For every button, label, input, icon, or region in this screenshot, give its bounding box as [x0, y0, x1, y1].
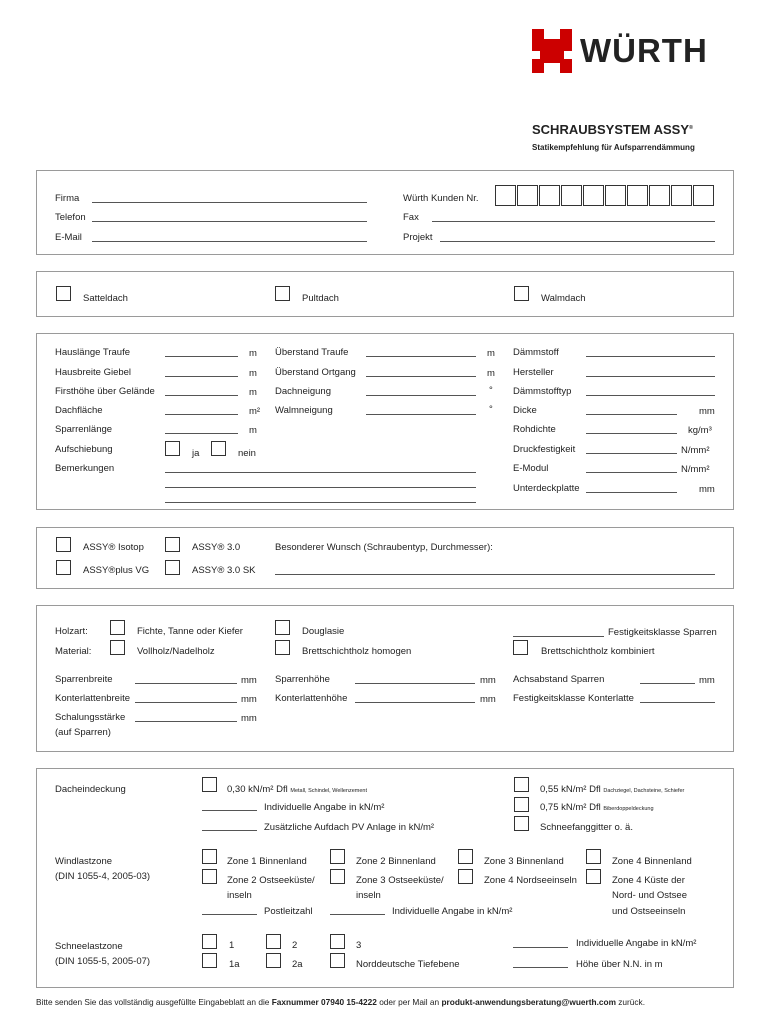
daemmstoff-field[interactable] [586, 356, 715, 357]
zone4-kueste-label-a: Zone 4 Küste der [612, 875, 685, 886]
bsh-kombiniert-label: Brettschichtholz kombiniert [541, 646, 655, 657]
walmneigung-unit: ° [489, 404, 493, 415]
aufschiebung-ja-label: ja [192, 448, 200, 459]
pultdach-checkbox[interactable] [275, 286, 290, 301]
d030-checkbox[interactable] [202, 777, 217, 792]
dachflaeche-label: Dachfläche [55, 405, 103, 416]
wind-din-label: (DIN 1055-4, 2005-03) [55, 871, 151, 882]
dimensions-section [36, 333, 734, 510]
footer-email-link[interactable]: produkt-anwendungsberatung@wuerth.com [441, 997, 616, 1007]
wind-individuell-label: Individuelle Angabe in kN/m² [392, 906, 513, 917]
konterlattenhoehe-unit: mm [480, 694, 496, 705]
schnee-3-label: 3 [356, 940, 362, 951]
screw-selection-section [36, 527, 734, 589]
unterdeckplatte-label: Unterdeckplatte [513, 483, 580, 494]
rohdichte-unit: kg/m³ [688, 425, 712, 436]
walmdach-checkbox[interactable] [514, 286, 529, 301]
aufschiebung-label: Aufschiebung [55, 444, 113, 455]
dachflaeche-field[interactable] [165, 414, 238, 415]
schnee-1a-label: 1a [229, 959, 240, 970]
d075-label [540, 802, 654, 815]
assy-isotop-checkbox[interactable] [56, 537, 71, 552]
ueberstand-ortgang-unit: m [487, 368, 495, 379]
d075-note: Biberdoppeldeckung [603, 806, 654, 812]
firsthoehe-field[interactable] [165, 395, 238, 396]
schneefang-label: Schneefanggitter o. ä. [540, 822, 633, 833]
dacheindeckung-label: Dacheindeckung [55, 784, 126, 795]
besonderer-wunsch-field[interactable] [275, 574, 715, 575]
hersteller-label: Hersteller [513, 367, 554, 378]
registered-mark: ® [688, 125, 694, 131]
windlastzone-label: Windlastzone [55, 856, 113, 867]
sparrenlaenge-unit: m [249, 425, 257, 436]
druckfestigkeit-label: Druckfestigkeit [513, 444, 576, 455]
daemmstoff-label: Dämmstoff [513, 347, 559, 358]
dicke-label: Dicke [513, 405, 537, 416]
wind-individuell-field[interactable] [330, 914, 385, 915]
sparrenhoehe-label: Sparrenhöhe [275, 674, 330, 685]
aufschiebung-ja-checkbox[interactable] [165, 441, 180, 456]
bemerkungen-field-1[interactable] [165, 472, 476, 473]
besonderer-wunsch-label: Besonderer Wunsch (Schraubentyp, Durchmesser): [275, 542, 493, 553]
festigkeit-sparren-field[interactable] [513, 636, 604, 637]
schneelastzone-label: Schneelastzone [55, 941, 123, 952]
walmdach-label: Walmdach [541, 293, 586, 304]
hausbreite-label: Hausbreite Giebel [55, 367, 132, 378]
schneefang-checkbox[interactable] [514, 816, 529, 831]
fichte-checkbox[interactable] [110, 620, 125, 635]
sparrenlaenge-label: Sparrenlänge [55, 424, 113, 435]
schnee-2-checkbox[interactable] [266, 934, 281, 949]
zone2-ostsee-label-a: Zone 2 Ostseeküste/ [227, 875, 315, 886]
zone1-label: Zone 1 Binnenland [227, 856, 307, 867]
schnee-2a-label: 2a [292, 959, 303, 970]
emodul-label: E-Modul [513, 463, 549, 474]
fichte-label: Fichte, Tanne oder Kiefer [137, 626, 243, 637]
zone2-ostsee-checkbox[interactable] [202, 869, 217, 884]
projekt-label: Projekt [403, 232, 433, 243]
achsabstand-label: Achsabstand Sparren [513, 674, 605, 685]
d075-value: 0,75 kN/m² Dfl [540, 802, 601, 813]
festigkeit-konter-label: Festigkeitsklasse Konterlatte [513, 693, 634, 704]
schalungsstaerke-label: Schalungsstärke [55, 712, 126, 723]
fax-label: Fax [403, 212, 419, 223]
rohdichte-field[interactable] [586, 433, 677, 434]
dicke-field[interactable] [586, 414, 677, 415]
konterlattenhoehe-field[interactable] [355, 702, 475, 703]
firsthoehe-unit: m [249, 387, 257, 398]
emodul-field[interactable] [586, 472, 677, 473]
product-name: SCHRAUBSYSTEM ASSY [532, 122, 689, 137]
postleitzahl-label: Postleitzahl [264, 906, 313, 917]
zone4-nordsee-label: Zone 4 Nordseeinseln [484, 875, 577, 886]
achsabstand-unit: mm [699, 675, 715, 686]
firma-field[interactable] [92, 202, 367, 203]
zone4-checkbox[interactable] [586, 849, 601, 864]
emodul-unit: N/mm² [681, 464, 710, 475]
zone3-ostsee-label-b: inseln [356, 890, 381, 901]
assy-30-sk-checkbox[interactable] [165, 560, 180, 575]
dachneigung-label: Dachneigung [275, 386, 331, 397]
zone3-label: Zone 3 Binnenland [484, 856, 564, 867]
d030-label [227, 784, 367, 797]
zone4-kueste-checkbox[interactable] [586, 869, 601, 884]
douglasie-label: Douglasie [302, 626, 345, 637]
norddeutsche-label: Norddeutsche Tiefebene [356, 959, 460, 970]
product-subtitle: Statikempfehlung für Aufsparrendämmung [532, 143, 695, 152]
dachflaeche-unit: m² [249, 406, 261, 417]
d030-note: Metall, Schindel, Wellenzement [290, 788, 367, 794]
schnee-individuell-field[interactable] [513, 947, 568, 948]
email-field[interactable] [92, 241, 367, 242]
assy-30-label: ASSY® 3.0 [192, 542, 241, 553]
bemerkungen-field-2[interactable] [165, 487, 476, 488]
telefon-field[interactable] [92, 221, 367, 222]
footer-mid: oder per Mail an [376, 997, 442, 1007]
telefon-label: Telefon [55, 212, 86, 223]
kunden-nr-label: Würth Kunden Nr. [403, 193, 479, 204]
pv-anlage-label: Zusätzliche Aufdach PV Anlage in kN/m² [264, 822, 435, 833]
holzart-label: Holzart: [55, 626, 88, 637]
bsh-homogen-label: Brettschichtholz homogen [302, 646, 412, 657]
footer-post: zurück. [615, 997, 646, 1007]
schnee-2-label: 2 [292, 940, 298, 951]
bsh-kombiniert-checkbox[interactable] [513, 640, 528, 655]
hersteller-field[interactable] [586, 376, 715, 377]
daemmstofftyp-label: Dämmstofftyp [513, 386, 572, 397]
festigkeit-sparren-label: Festigkeitsklasse Sparren [608, 627, 717, 638]
zone1-checkbox[interactable] [202, 849, 217, 864]
aufschiebung-nein-checkbox[interactable] [211, 441, 226, 456]
konterlattenbreite-label: Konterlattenbreite [55, 693, 130, 704]
material-label: Material: [55, 646, 92, 657]
druckfestigkeit-field[interactable] [586, 453, 677, 454]
hoehe-nn-field[interactable] [513, 967, 568, 968]
zone3-ostsee-checkbox[interactable] [330, 869, 345, 884]
hausbreite-field[interactable] [165, 376, 238, 377]
zone4-kueste-label-c: und Ostseeinseln [612, 906, 686, 917]
sparrenbreite-label: Sparrenbreite [55, 674, 113, 685]
schalungsstaerke-field[interactable] [135, 721, 237, 722]
ueberstand-traufe-field[interactable] [366, 356, 476, 357]
sparrenlaenge-field[interactable] [165, 433, 238, 434]
pultdach-label: Pultdach [302, 293, 339, 304]
wuerth-logo [532, 29, 732, 73]
zone2-ostsee-label-b: inseln [227, 890, 252, 901]
footer-fax-number: Faxnummer 07940 15-4222 [271, 997, 377, 1007]
vollholz-checkbox[interactable] [110, 640, 125, 655]
assy-isotop-label: ASSY® Isotop [83, 542, 144, 553]
sparrenbreite-field[interactable] [135, 683, 237, 684]
wuerth-logo-mark-icon [532, 29, 572, 73]
zone4-nordsee-checkbox[interactable] [458, 869, 473, 884]
hauslaenge-unit: m [249, 348, 257, 359]
walmneigung-label: Walmneigung [275, 405, 333, 416]
ueberstand-traufe-unit: m [487, 348, 495, 359]
footer-pre: Bitte senden Sie das vollständig ausgefüllte Eingabeblatt an die [36, 997, 272, 1007]
bsh-homogen-checkbox[interactable] [275, 640, 290, 655]
konterlattenbreite-field[interactable] [135, 702, 237, 703]
fax-field[interactable] [432, 221, 715, 222]
d075-checkbox[interactable] [514, 797, 529, 812]
schnee-din-label: (DIN 1055-5, 2005-07) [55, 956, 151, 967]
d055-label [540, 784, 684, 797]
konterlattenhoehe-label: Konterlattenhöhe [275, 693, 348, 704]
footer-instructions [36, 996, 645, 1008]
dachneigung-unit: ° [489, 385, 493, 396]
assy-30-checkbox[interactable] [165, 537, 180, 552]
satteldach-checkbox[interactable] [56, 286, 71, 301]
postleitzahl-field[interactable] [202, 914, 257, 915]
daemmstofftyp-field[interactable] [586, 395, 715, 396]
dachneigung-field[interactable] [366, 395, 476, 396]
hauslaenge-label: Hauslänge Traufe [55, 347, 130, 358]
d055-value: 0,55 kN/m² Dfl [540, 784, 601, 795]
aufschiebung-nein-label: nein [238, 448, 256, 459]
assy-30-sk-label: ASSY® 3.0 SK [192, 565, 256, 576]
schnee-1-checkbox[interactable] [202, 934, 217, 949]
schnee-3-checkbox[interactable] [330, 934, 345, 949]
schnee-2a-checkbox[interactable] [266, 953, 281, 968]
sparrenhoehe-unit: mm [480, 675, 496, 686]
hoehe-nn-label: Höhe über N.N. in m [576, 959, 663, 970]
schalungsstaerke-unit: mm [241, 713, 257, 724]
roof-type-section [36, 271, 734, 317]
norddeutsche-checkbox[interactable] [330, 953, 345, 968]
walmneigung-field[interactable] [366, 414, 476, 415]
d055-checkbox[interactable] [514, 777, 529, 792]
zone4-label: Zone 4 Binnenland [612, 856, 692, 867]
bemerkungen-field-3[interactable] [165, 502, 476, 503]
ueberstand-ortgang-label: Überstand Ortgang [275, 367, 356, 378]
individuelle-kn-field[interactable] [202, 810, 257, 811]
festigkeit-konter-field[interactable] [640, 702, 715, 703]
rohdichte-label: Rohdichte [513, 424, 556, 435]
schnee-1-label: 1 [229, 940, 235, 951]
sparrenhoehe-field[interactable] [355, 683, 475, 684]
vollholz-label: Vollholz/Nadelholz [137, 646, 215, 657]
zone3-checkbox[interactable] [458, 849, 473, 864]
firsthoehe-label: Firsthöhe über Gelände [55, 386, 155, 397]
satteldach-label: Satteldach [83, 293, 128, 304]
hauslaenge-field[interactable] [165, 356, 238, 357]
assy-plus-vg-label: ASSY®plus VG [83, 565, 150, 576]
individuelle-kn-label: Individuelle Angabe in kN/m² [264, 802, 385, 813]
sparrenbreite-unit: mm [241, 675, 257, 686]
unterdeckplatte-unit: mm [699, 484, 715, 495]
zone3-ostsee-label-a: Zone 3 Ostseeküste/ [356, 875, 444, 886]
product-title [532, 122, 693, 137]
douglasie-checkbox[interactable] [275, 620, 290, 635]
contact-section [36, 170, 734, 255]
bemerkungen-label: Bemerkungen [55, 463, 115, 474]
schnee-1a-checkbox[interactable] [202, 953, 217, 968]
dicke-unit: mm [699, 406, 715, 417]
schnee-individuell-label: Individuelle Angabe in kN/m² [576, 938, 697, 949]
druckfestigkeit-unit: N/mm² [681, 445, 710, 456]
auf-sparren-label: (auf Sparren) [55, 727, 111, 738]
ueberstand-ortgang-field[interactable] [366, 376, 476, 377]
konterlattenbreite-unit: mm [241, 694, 257, 705]
zone2-label: Zone 2 Binnenland [356, 856, 436, 867]
hausbreite-unit: m [249, 368, 257, 379]
d055-note: Dachziegel, Dachsteine, Schiefer [603, 788, 685, 794]
achsabstand-field[interactable] [640, 683, 695, 684]
zone2-checkbox[interactable] [330, 849, 345, 864]
brand-name: WÜRTH [580, 32, 708, 69]
zone4-kueste-label-b: Nord- und Ostsee [612, 890, 687, 901]
projekt-field[interactable] [440, 241, 715, 242]
assy-plus-vg-checkbox[interactable] [56, 560, 71, 575]
pv-anlage-field[interactable] [202, 830, 257, 831]
firma-label: Firma [55, 193, 80, 204]
d030-value: 0,30 kN/m² Dfl [227, 784, 288, 795]
unterdeckplatte-field[interactable] [586, 492, 677, 493]
email-label: E-Mail [55, 232, 82, 243]
ueberstand-traufe-label: Überstand Traufe [275, 347, 349, 358]
